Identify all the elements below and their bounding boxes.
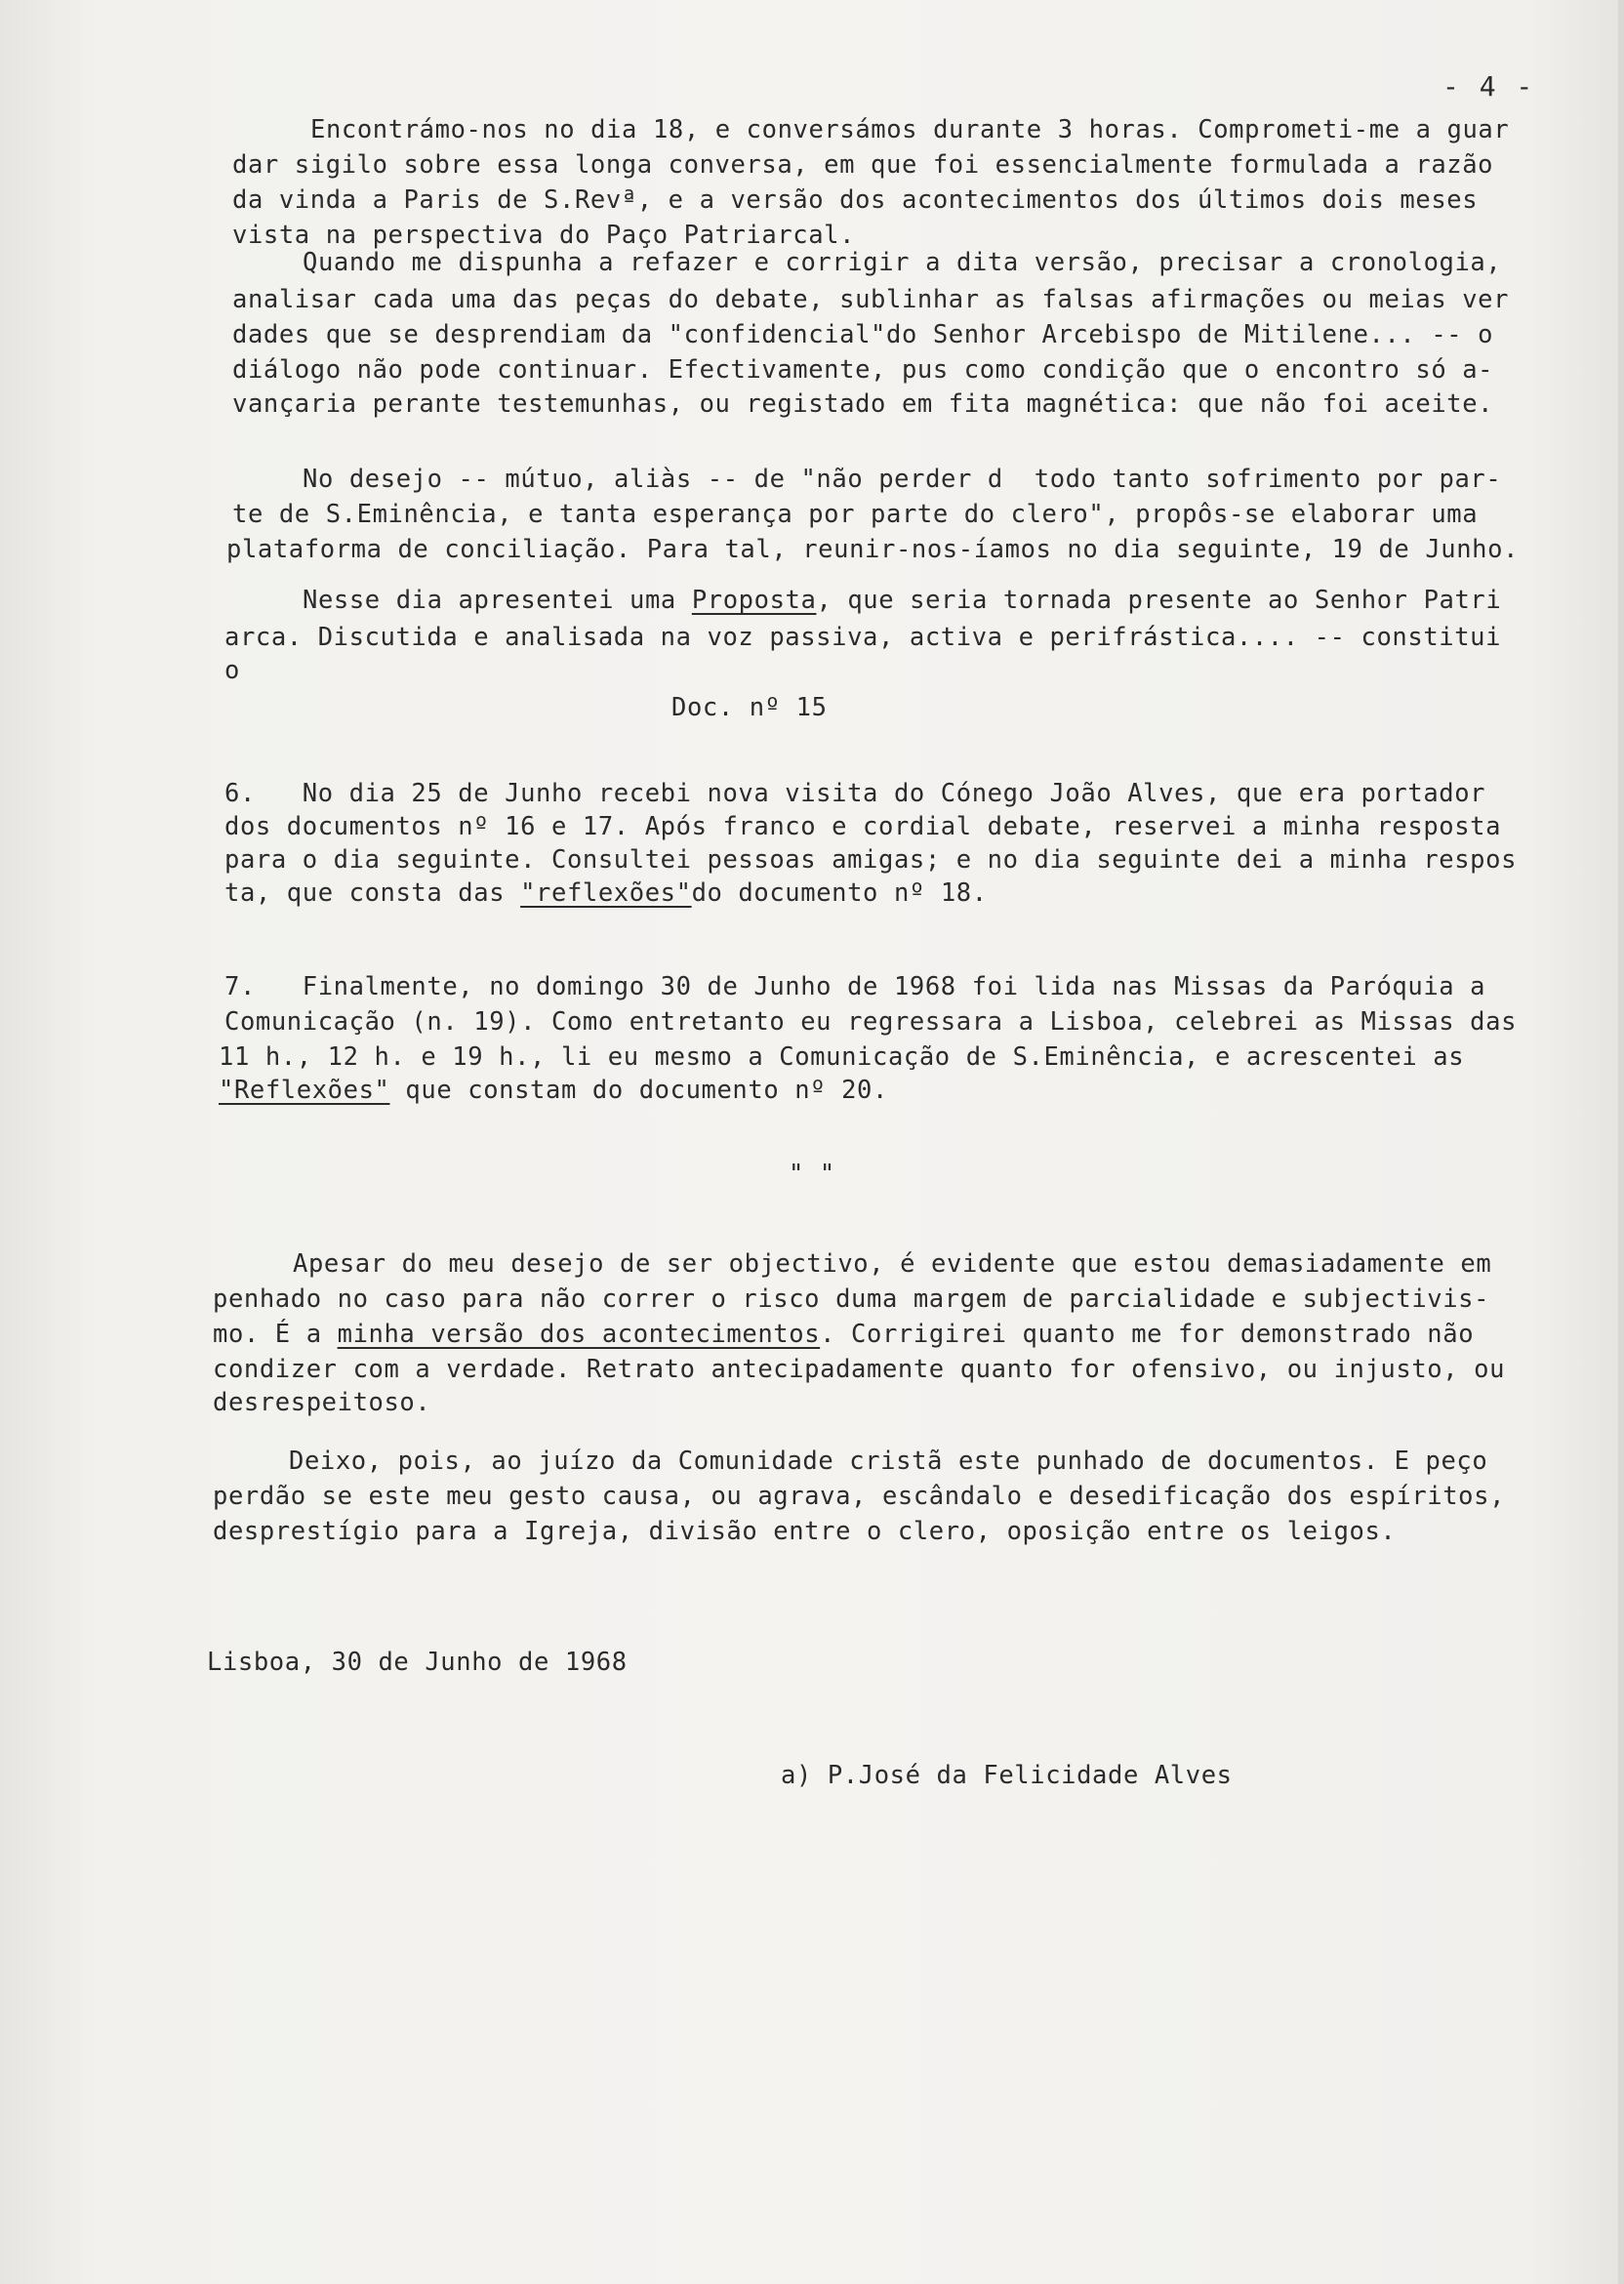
p2-line5: vançaria perante testemunhas, ou registado em fita magnética: que não foi aceite. [232,389,1494,419]
item7-line1: 7. Finalmente, no domingo 30 de Junho de 1968 foi lida nas Missas da Paróquia a [224,972,1486,1001]
reflexoes-capital-underlined: "Reflexões" [219,1076,390,1105]
closing1-line2: penhado no caso para não correr o risco duma margem de parcialidade e subjectivis- [213,1285,1490,1314]
item6-line2: dos documentos nº 16 e 17. Após franco e cordial debate, reservei a minha resposta [224,812,1502,841]
item7-line3: 11 h., 12 h. e 19 h., li eu mesmo a Comunicação de S.Eminência, e acrescentei as [219,1042,1465,1072]
item7-line4-text-b: que constam do documento nº 20. [389,1076,888,1105]
closing2-line2: perdão se este meu gesto causa, ou agrava, escândalo e desedificação dos espíritos, [213,1482,1506,1511]
p4-line1-text-a: Nesse dia apresentei uma [303,586,692,615]
p2-line1: Quando me dispunha a refazer e corrigir a dita versão, precisar a cronologia, [303,248,1502,277]
closing1-line3 [213,1318,1474,1351]
p3-line2: te de S.Eminência, e tanta esperança por parte do clero", propôs-se elaborar uma [232,500,1479,529]
item6-line4-text-a: ta, que consta das [224,878,521,908]
p3-line3: plataforma de conciliação. Para tal, reunir-nos-íamos no dia seguinte, 19 de Junho. [226,535,1520,564]
p1-line3: da vinda a Paris de S.Revª, e a versão dos acontecimentos dos últimos dois meses [232,185,1479,215]
place-date: Lisboa, 30 de Junho de 1968 [207,1648,628,1677]
p4-line2: arca. Discutida e analisada na voz passiva, activa e perifrástica.... -- constitui [224,623,1502,652]
doc-reference: Doc. nº 15 [671,693,828,722]
closing1-line4: condizer com a verdade. Retrato antecipadamente quanto for ofensivo, ou injusto, ou [213,1355,1506,1384]
p4-line1 [303,584,1501,617]
closing1-line1: Apesar do meu desejo de ser objectivo, é evidente que estou demasiadamente em [293,1249,1492,1279]
p2-line3: dades que se desprendiam da "confidencial"do Senhor Arcebispo de Mitilene... -- o [232,320,1494,349]
p2-line4: diálogo não pode continuar. Efectivamente, pus como condição que o encontro só a- [232,355,1494,385]
closing1-line3-text-b: . Corrigirei quanto me for demonstrado não [820,1320,1475,1349]
page-edge [1618,0,1624,2284]
closing1-line3-text-a: mo. É a [213,1320,338,1349]
p1-line2: dar sigilo sobre essa longa conversa, em que foi essencialmente formulada a razão [232,150,1494,180]
closing2-line3: desprestígio para a Igreja, divisão entre o clero, oposição entre os leigos. [213,1517,1397,1546]
p2-line2: analisar cada uma das peças do debate, sublinhar as falsas afirmações ou meias ver [232,285,1510,314]
item7-line2: Comunicação (n. 19). Como entretanto eu regressara a Lisboa, celebrei as Missas das [224,1007,1518,1037]
p4-line1-text-b: , que seria tornada presente ao Senhor Patri [816,586,1502,615]
closing1-line5: desrespeitoso. [213,1388,431,1417]
p3-line1: No desejo -- mútuo, aliàs -- de "não perder d todo tanto sofrimento por par- [303,465,1502,494]
signature-line: a) P.José da Felicidade Alves [781,1761,1233,1790]
minha-versao-underlined: minha versão dos acontecimentos [337,1320,821,1349]
item6-line4-text-b: do documento nº 18. [691,878,988,908]
p1-line4: vista na perspectiva do Paço Patriarcal. [232,221,856,250]
item6-line3: para o dia seguinte. Consultei pessoas amigas; e no dia seguinte dei a minha respos [224,845,1518,875]
closing2-line1: Deixo, pois, ao juízo da Comunidade cristã este punhado de documentos. E peço [289,1447,1488,1476]
page-number: - 4 - [1442,70,1535,102]
p1-line1: Encontrámo-nos no dia 18, e conversámos durante 3 horas. Comprometi-me a guar [310,115,1510,144]
p4-line3: o [224,656,240,685]
item6-line1: 6. No dia 25 de Junho recebi nova visita do Cónego João Alves, que era portador [224,779,1486,808]
item6-line4 [224,877,988,910]
item7-line4 [219,1074,888,1107]
reflexoes-underlined: "reflexões" [520,878,692,908]
separator-marks: " " [789,1160,835,1189]
proposta-underlined: Proposta [691,586,817,615]
